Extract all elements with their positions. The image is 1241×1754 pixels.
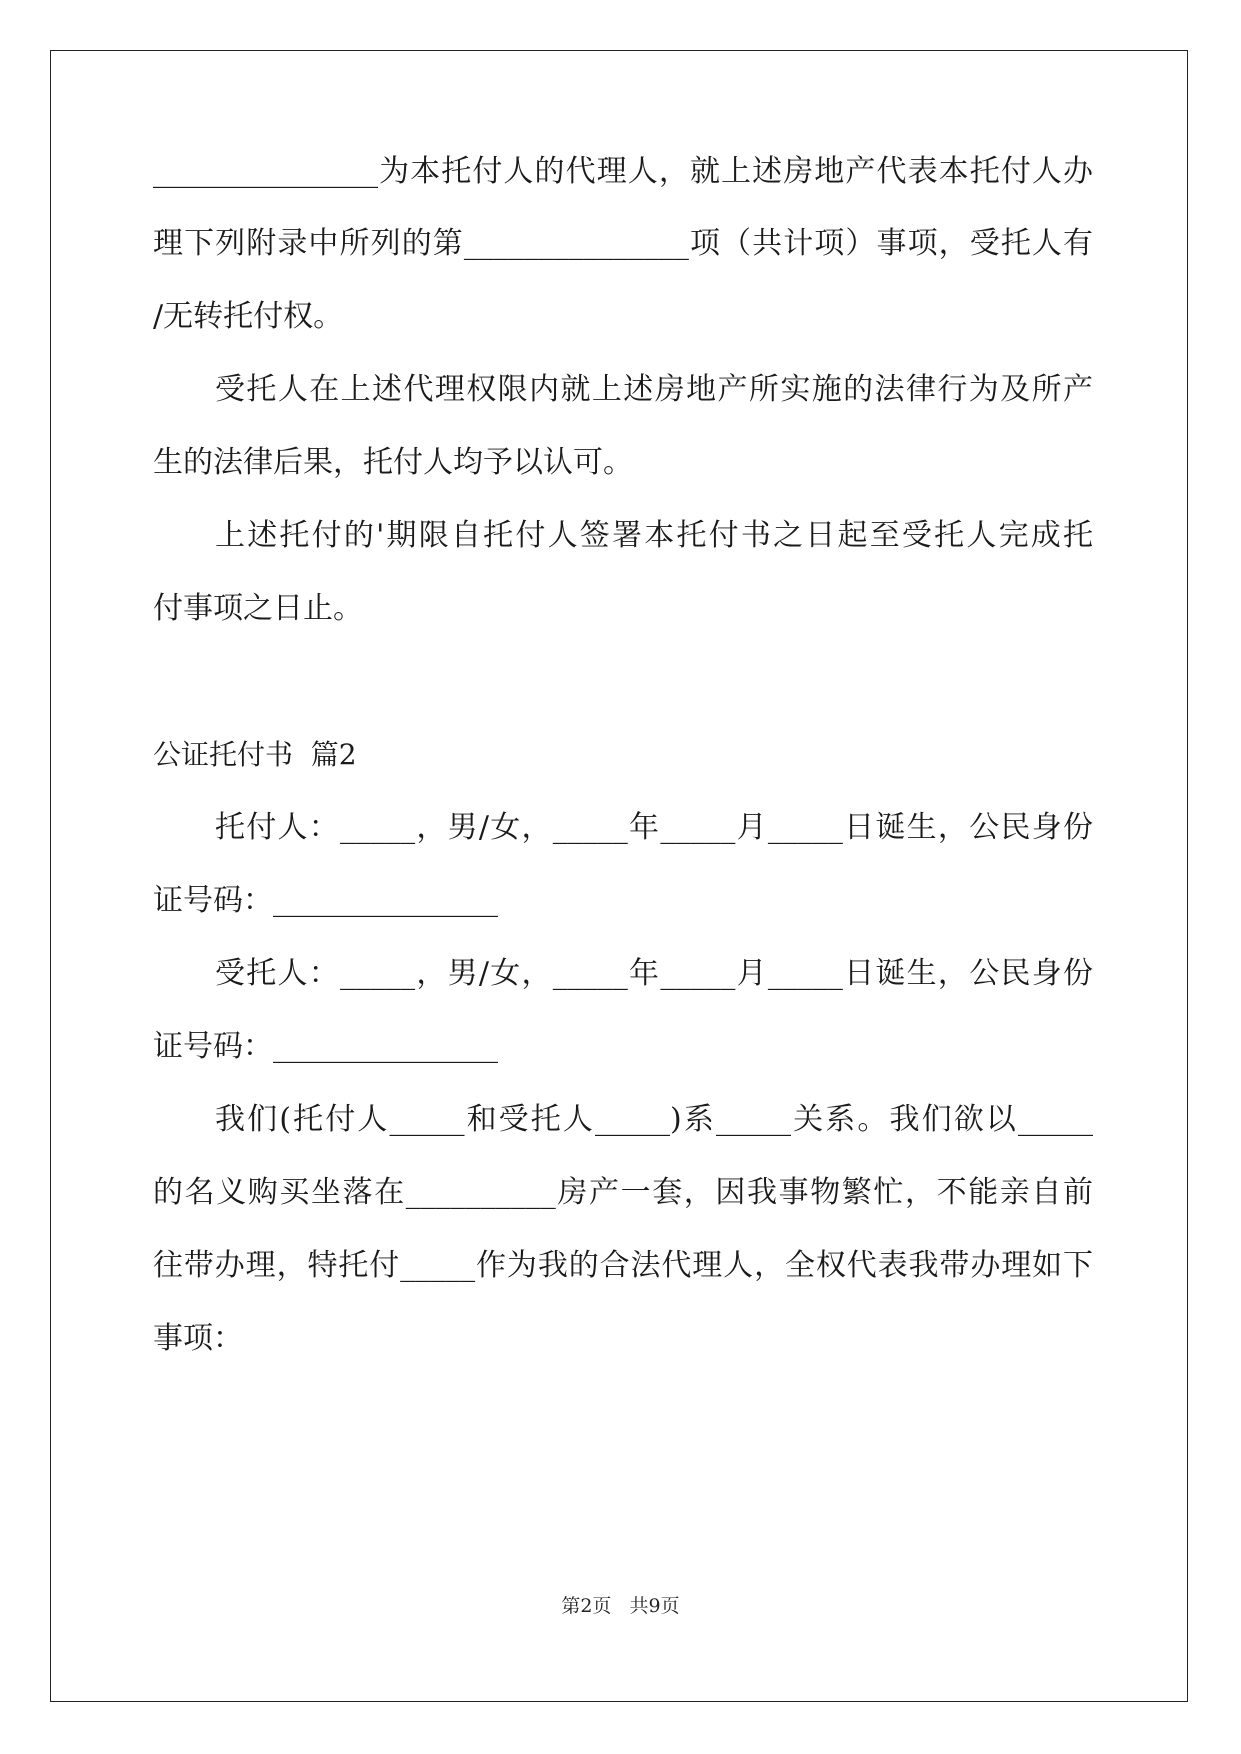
page-number-footer: 第2页 共9页	[561, 1595, 680, 1617]
page-border	[50, 50, 1188, 1702]
paragraph-line: 往带办理，特托付_____作为我的合法代理人，全权代表我带办理如下	[153, 1248, 1093, 1283]
paragraph-line: 托付人：_____，男/女，_____年_____月_____日诞生，公民身份	[215, 810, 1093, 845]
paragraph-line: 事项：	[153, 1321, 243, 1356]
paragraph-line: _______________为本托付人的代理人，就上述房地产代表本托付人办	[153, 154, 1093, 189]
paragraph-line: 付事项之日止。	[153, 591, 363, 626]
paragraph-line: 的名义购买坐落在__________房产一套，因我事物繁忙，不能亲自前	[153, 1175, 1093, 1210]
paragraph-line: 证号码：_______________	[153, 1029, 498, 1064]
paragraph-line: 上述托付的'期限自托付人签署本托付书之日起至受托人完成托	[215, 518, 1093, 553]
paragraph-line: 生的法律后果，托付人均予以认可。	[153, 445, 633, 480]
section-heading: 公证托付书 篇2	[153, 738, 357, 771]
paragraph-line: 受托人在上述代理权限内就上述房地产所实施的法律行为及所产	[215, 372, 1093, 407]
paragraph-line: 证号码：_______________	[153, 883, 498, 918]
paragraph-line: 我们(托付人_____和受托人_____)系_____关系。我们欲以_____	[215, 1102, 1093, 1137]
paragraph-line: 受托人：_____，男/女，_____年_____月_____日诞生，公民身份	[215, 956, 1093, 991]
paragraph-line: /无转托付权。	[153, 299, 344, 334]
paragraph-line: 理下列附录中所列的第_______________项（共计项）事项，受托人有	[153, 226, 1093, 261]
